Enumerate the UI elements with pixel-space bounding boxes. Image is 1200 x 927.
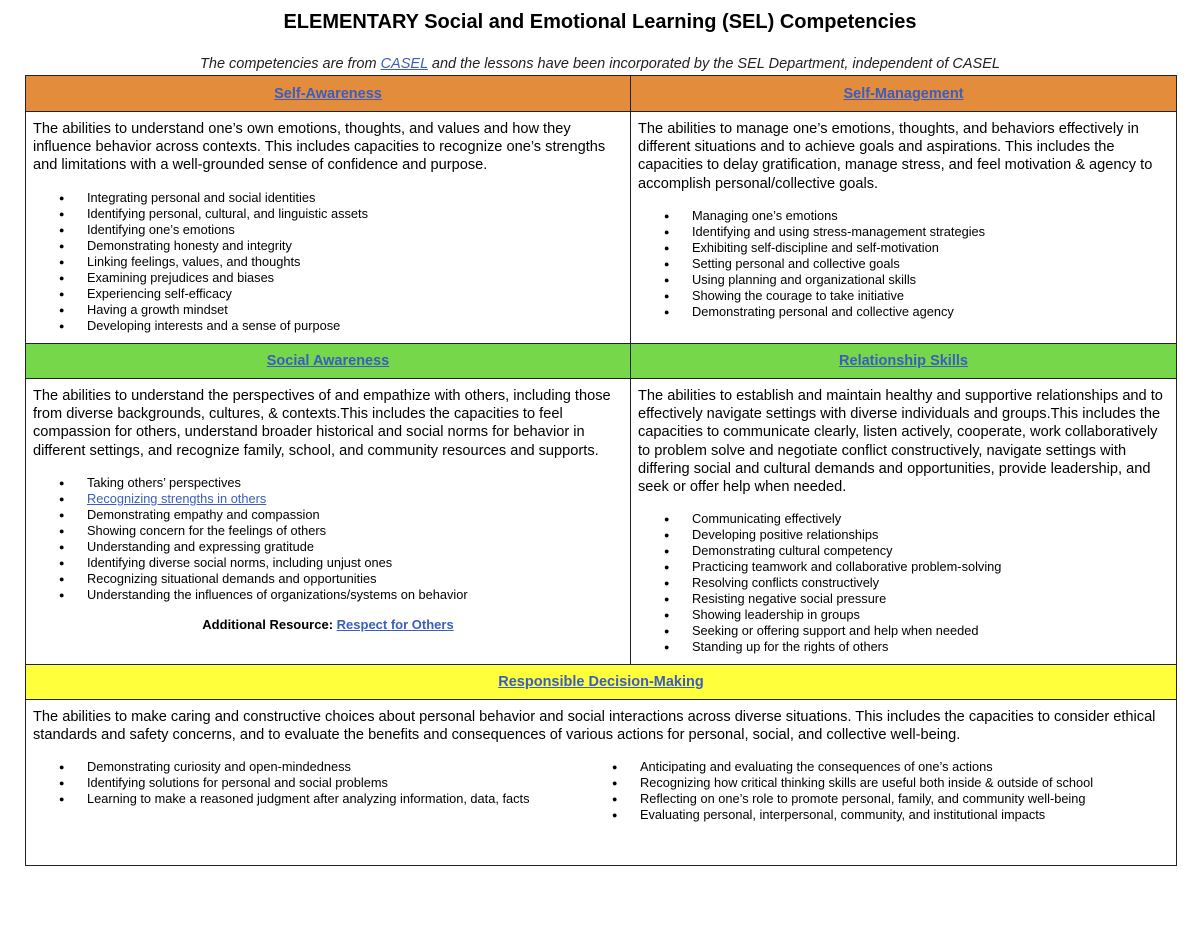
list-item: ● Managing one’s emotions [638,208,1169,224]
list-item: ● Exhibiting self-discipline and self-motivation [638,240,1169,256]
list-item: ● Understanding the influences of organizations/systems on behavior [33,587,623,603]
self-management-header [631,76,1177,112]
list-item: ● Experiencing self-efficacy [33,286,623,302]
competencies-table [25,75,1177,866]
decision-making-link[interactable]: Responsible Decision-Making [498,674,704,690]
list-item: ● Seeking or offering support and help when needed [638,623,1169,639]
list-item: ● Using planning and organizational skills [638,272,1169,288]
self-awareness-link[interactable]: Self-Awareness [274,85,382,102]
recognizing-strengths-link[interactable]: Recognizing strengths in others [87,490,267,506]
list-item: ● Integrating personal and social identities [33,190,623,206]
list-item: ● Learning to make a reasoned judgment after analyzing information, data, facts [33,791,586,807]
list-item: ● Examining prejudices and biases [33,270,623,286]
list-item: ● Identifying diverse social norms, including unjust ones [33,555,623,571]
list-item: ● Showing leadership in groups [638,607,1169,623]
list-item: ● Showing the courage to take initiative [638,288,1169,304]
list-item: ● Identifying and using stress-management strategies [638,224,1169,240]
list-item: ● Evaluating personal, interpersonal, community, and institutional impacts [586,807,1139,823]
subtitle-post: and the lessons have been incorporated by the SEL Department, independent of CASEL [427,56,1000,72]
list-item: ● Demonstrating personal and collective agency [638,304,1169,320]
list-item: ● Practicing teamwork and collaborative problem-solving [638,559,1169,575]
self-awareness-list [33,190,623,334]
decision-making-right [586,759,1169,823]
self-management-list [638,208,1169,320]
list-item: ● Identifying personal, cultural, and linguistic assets [33,206,623,222]
social-awareness-header [26,344,631,379]
list-item: ● Reflecting on one’s role to promote personal, family, and community well-being [586,791,1139,807]
list-item: ● Demonstrating cultural competency [638,543,1169,559]
list-item: ● Identifying solutions for personal and social problems [33,775,586,791]
subtitle-pre: The competencies are from [200,56,381,72]
decision-making-description: The abilities to make caring and constructive choices about personal behavior and social interactions across diverse situations. This includes the capacities to consider ethical standards and safety concerns, and to evaluate the benefits and consequences of various actions for personal, social, and collective well-being. [33,709,1156,744]
list-item: ● Understanding and expressing gratitude [33,539,623,555]
self-management-description: The abilities to manage one’s emotions, thoughts, and behaviors effectively in different situations and to achieve goals and aspirations. This includes the capacities to delay gratification, manage stress, and feel motivation & agency to accomplish personal/collective goals. [638,121,1153,192]
page-title: ELEMENTARY Social and Emotional Learning (SEL) Competencies [283,11,917,33]
self-management-link[interactable]: Self-Management [843,85,964,102]
list-item: ● Demonstrating curiosity and open-mindedness [33,759,586,775]
additional-resource [33,617,623,632]
relationship-skills-link[interactable]: Relationship Skills [839,353,968,369]
self-management-cell [631,112,1177,344]
list-item: ● Standing up for the rights of others [638,639,1169,655]
casel-link[interactable]: CASEL [380,56,428,72]
social-awareness-link[interactable]: Social Awareness [266,353,390,369]
decision-making-list-right [586,759,1139,823]
self-awareness-cell [26,112,631,344]
decision-making-list-left [33,759,586,807]
list-item: ● Anticipating and evaluating the consequences of one’s actions [586,759,1139,775]
list-item: ● Developing interests and a sense of purpose [33,318,623,334]
list-item: ● Resolving conflicts constructively [638,575,1169,591]
relationship-skills-cell [631,379,1177,665]
social-awareness-cell [26,379,631,665]
list-item: ● Demonstrating honesty and integrity [33,238,623,254]
list-item: ● Identifying one’s emotions [33,222,623,238]
list-item: ● Linking feelings, values, and thoughts [33,254,623,270]
self-awareness-description: The abilities to understand one’s own emotions, thoughts, and values and how they influence behavior across contexts. This includes capacities to recognize one’s strengths and limitations with a well-grounded sense of confidence and purpose. [33,121,606,174]
relationship-skills-description: The abilities to establish and maintain healthy and supportive relationships and to effectively navigate settings with diverse individuals and groups.This includes the capacities to communicate clearly, listen actively, cooperate, work collaboratively to problem solve and negotiate conflict constructively, navigate settings with differing social and cultural demands and opportunities, provide leadership, and seek or offer help when needed. [638,388,1163,496]
list-item: ● Having a growth mindset [33,302,623,318]
additional-resource-label: Additional Resource: [202,616,337,632]
list-item: ● Setting personal and collective goals [638,256,1169,272]
list-item: ● Recognizing situational demands and opportunities [33,571,623,587]
social-awareness-description: The abilities to understand the perspectives of and empathize with others, including those from diverse backgrounds, cultures, & contexts.This includes the capacities to feel compassion for others, understand broader historical and social norms for behavior in different settings, and recognize family, school, and community resources and supports. [33,388,611,459]
list-item: ● Recognizing how critical thinking skills are useful both inside & outside of school [586,775,1139,791]
respect-for-others-link[interactable]: Respect for Others [336,616,454,632]
decision-making-header [26,665,1177,700]
decision-making-columns [33,759,1169,823]
relationship-skills-header [631,344,1177,379]
list-item: ● Taking others’ perspectives [33,475,623,491]
page-subtitle [0,55,1200,73]
decision-making-cell [26,700,1177,866]
list-item: ● Developing positive relationships [638,527,1169,543]
social-awareness-list [33,475,623,603]
self-awareness-header [26,76,631,112]
relationship-skills-list [638,511,1169,655]
list-item: ● Resisting negative social pressure [638,591,1169,607]
list-item: ● Showing concern for the feelings of others [33,523,623,539]
list-item [33,491,623,507]
decision-making-left [33,759,586,823]
list-item: ● Demonstrating empathy and compassion [33,507,623,523]
list-item: ● Communicating effectively [638,511,1169,527]
